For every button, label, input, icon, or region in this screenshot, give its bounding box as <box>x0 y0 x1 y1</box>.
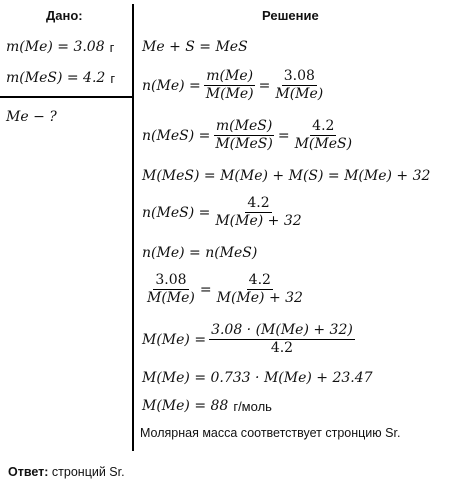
fraction <box>273 68 325 103</box>
numerator: m(MeS) <box>215 118 273 134</box>
equation-lhs: n(Me) = <box>142 77 201 94</box>
denominator: M(Me) + 32 <box>215 213 302 229</box>
answer-label: Ответ: <box>8 465 49 479</box>
equation-lhs: n(MeS) = <box>142 127 211 144</box>
denominator: 4.2 <box>270 340 294 356</box>
find-unknown <box>6 109 57 125</box>
equation-moles-sulfide <box>142 118 357 153</box>
numerator: 3.08 · (M(Me) + 32) <box>211 322 353 338</box>
equation-lhs: n(MeS) = <box>142 204 211 221</box>
equation-linear <box>142 370 373 386</box>
equation-molar-mass-sulfide <box>142 168 430 184</box>
given-mass-sulfide-unit: г <box>110 70 116 86</box>
table-divider-horizontal <box>0 96 133 98</box>
equals-sign: = <box>199 281 212 298</box>
given-mass-sulfide-expr: m(MeS) = 4.2 <box>6 70 106 86</box>
fraction <box>293 118 354 153</box>
answer-text: стронций Sr. <box>48 465 125 479</box>
equals-sign: = <box>277 127 290 144</box>
equation-moles-metal <box>142 68 328 103</box>
equation-result-expr: M(Me) = 88 <box>142 398 229 414</box>
fraction <box>213 118 274 153</box>
equals-sign: = <box>258 77 271 94</box>
find-unknown-expr: Me − ? <box>6 109 57 125</box>
denominator: M(MeS) <box>294 136 353 152</box>
denominator: M(Me) <box>205 86 254 102</box>
fraction <box>213 195 303 230</box>
given-mass-sulfide <box>6 70 115 86</box>
solution-header: Решение <box>262 8 319 23</box>
given-mass-metal <box>6 39 114 55</box>
numerator: 4.2 <box>248 272 271 288</box>
conclusion-note: Молярная масса соответствует стронцию Sr. <box>140 426 401 440</box>
fraction <box>145 272 197 307</box>
equation-molar-mass-sulfide-text: M(MeS) = M(Me) + M(S) = M(Me) + 32 <box>142 168 431 184</box>
equation-molar-mass-expr <box>142 322 358 357</box>
numerator: 4.2 <box>312 118 335 134</box>
given-header: Дано: <box>46 8 83 23</box>
denominator: M(MeS) <box>215 136 273 152</box>
given-mass-metal-expr: m(Me) = 3.08 <box>6 39 105 55</box>
equation-result-unit: г/моль <box>233 398 272 414</box>
equation-linear-text: M(Me) = 0.733 · M(Me) + 23.47 <box>142 370 373 386</box>
denominator: M(Me) <box>147 290 195 306</box>
equation-moles-equal-text: n(Me) = n(MeS) <box>142 245 258 261</box>
fraction <box>209 322 355 357</box>
equation-moles-sulfide-sub <box>142 195 307 230</box>
answer-line <box>8 465 125 479</box>
equation-result <box>142 398 272 414</box>
fraction <box>204 68 256 103</box>
numerator: 3.08 <box>283 68 315 84</box>
equation-moles-equal <box>142 245 257 261</box>
equation-lhs: M(Me) = <box>142 331 207 348</box>
equation-reaction <box>142 39 248 55</box>
numerator: 4.2 <box>247 195 270 211</box>
equation-reaction-text: Me + S = MeS <box>142 39 248 55</box>
fraction <box>215 272 305 307</box>
denominator: M(Me) + 32 <box>216 290 303 306</box>
denominator: M(Me) <box>275 86 324 102</box>
numerator: m(Me) <box>206 68 254 84</box>
table-divider-vertical <box>132 4 134 451</box>
equation-proportion <box>142 272 308 307</box>
given-mass-metal-unit: г <box>109 39 115 55</box>
numerator: 3.08 <box>155 272 187 288</box>
